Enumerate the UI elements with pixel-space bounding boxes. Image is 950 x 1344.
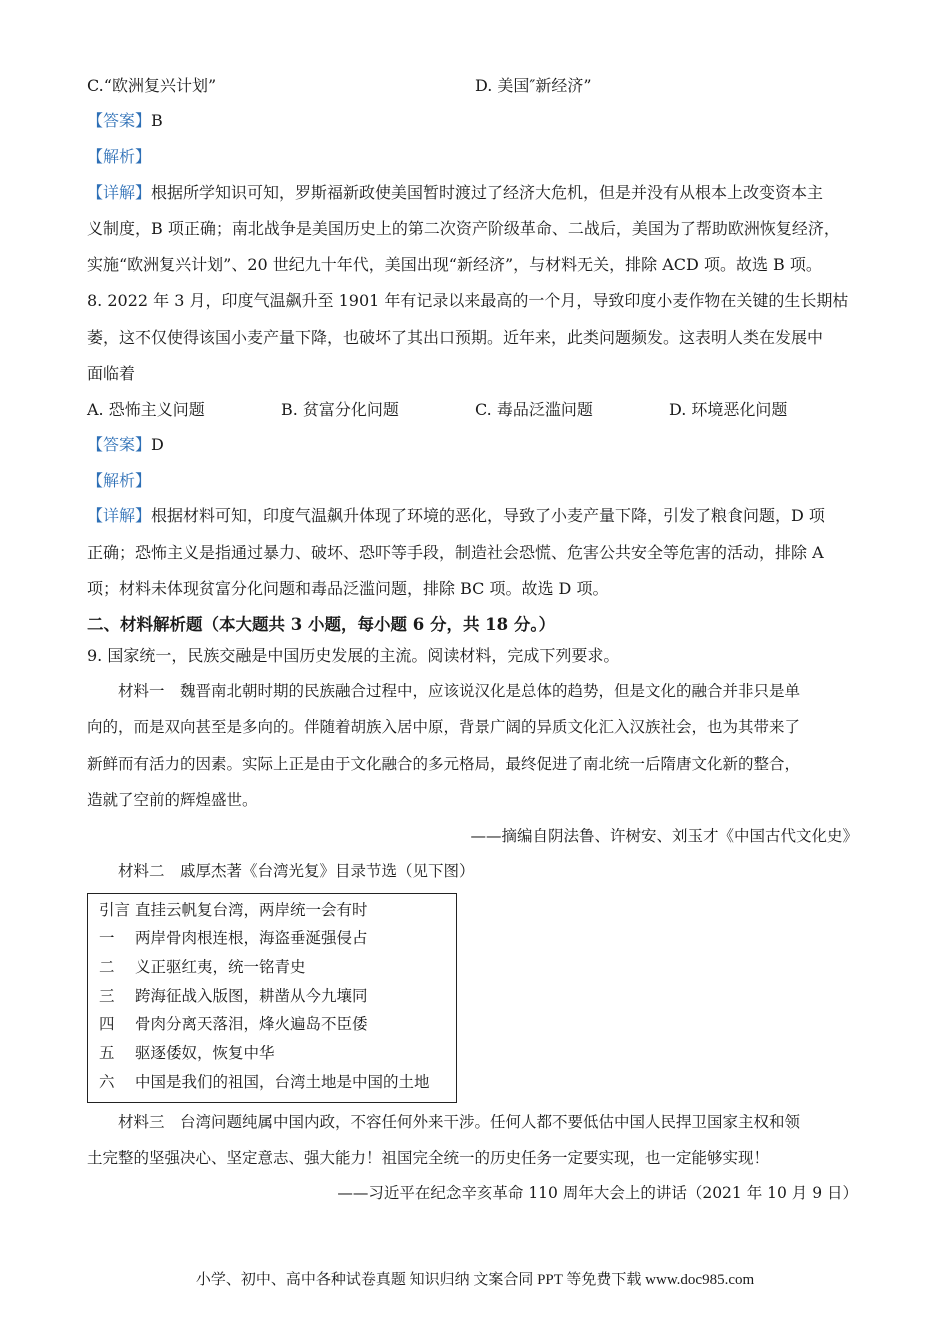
toc-title: 中国是我们的祖国，台湾土地是中国的土地 bbox=[135, 1073, 430, 1091]
q7-analysis-tag: 【解析】 bbox=[87, 147, 152, 166]
toc-entry bbox=[99, 1043, 275, 1063]
detail-text: 根据所学知识可知，罗斯福新政使美国暂时渡过了经济大危机，但是并没有从根本上改变资本主 bbox=[151, 183, 824, 202]
toc-number: 五 bbox=[99, 1044, 115, 1062]
q7-detail-line: 义制度，B 项正确；南北战争是美国历史上的第二次资产阶级革命、二战后，美国为了帮助欧洲恢复经济， bbox=[87, 219, 840, 238]
q7-answer bbox=[87, 111, 163, 131]
section-heading: 二、材料解析题（本大题共 3 小题，每小题 6 分，共 18 分。） bbox=[87, 615, 556, 634]
toc-box bbox=[87, 893, 457, 1103]
material3-line: 土完整的坚强决心、坚定意志、强大能力！祖国完全统一的历史任务一定要实现，也一定能够实现！ bbox=[87, 1149, 770, 1167]
material1-line: 向的，而是双向甚至是多向的。伴随着胡族入居中原，背景广阔的异质文化汇入汉族社会，也为其带来了 bbox=[87, 718, 801, 736]
toc-number: 引言 bbox=[99, 901, 131, 919]
toc-title: 骨肉分离天落泪，烽火遍岛不臣倭 bbox=[135, 1015, 368, 1033]
q7-option-c: C.“欧洲复兴计划” bbox=[87, 76, 217, 95]
q8-option-a: A. 恐怖主义问题 bbox=[87, 400, 205, 419]
page-footer: 小学、初中、高中各种试卷真题 知识归纳 文案合同 PPT 等免费下载 www.doc985.com bbox=[195, 1272, 755, 1288]
q7-detail-line: 实施“欧洲复兴计划”、20 世纪九十年代，美国出现“新经济”，与材料无关，排除 ACD 项。故选 B 项。 bbox=[87, 255, 822, 274]
toc-title: 跨海征战入版图，耕凿从今九壤同 bbox=[135, 987, 368, 1005]
answer-value: B bbox=[151, 111, 163, 130]
toc-number: 三 bbox=[99, 987, 115, 1005]
detail-tag: 【详解】 bbox=[87, 183, 152, 202]
q8-analysis-tag: 【解析】 bbox=[87, 471, 152, 490]
toc-number: 二 bbox=[99, 958, 115, 976]
q8-detail-line: 正确；恐怖主义是指通过暴力、破坏、恐吓等手段，制造社会恐慌、危害公共安全等危害的活动，排除 A bbox=[87, 543, 824, 562]
q8-option-c: C. 毒品泛滥问题 bbox=[475, 400, 593, 419]
toc-title: 义正驱红夷，统一铭青史 bbox=[135, 958, 306, 976]
q8-stem-line: 萎，这不仅使得该国小麦产量下降，也破坏了其出口预期。近年来，此类问题频发。这表明人类在发展中 bbox=[87, 328, 824, 347]
answer-value: D bbox=[151, 435, 164, 454]
toc-entry bbox=[99, 986, 368, 1006]
toc-entry bbox=[99, 928, 368, 948]
toc-entry bbox=[99, 957, 306, 977]
toc-number: 四 bbox=[99, 1015, 115, 1033]
material1-source: ——摘编自阴法鲁、许树安、刘玉才《中国古代文化史》 bbox=[470, 827, 858, 845]
q8-option-b: B. 贫富分化问题 bbox=[281, 400, 399, 419]
q9-stem: 9. 国家统一，民族交融是中国历史发展的主流。阅读材料，完成下列要求。 bbox=[87, 646, 620, 665]
material3-source: ——习近平在纪念辛亥革命 110 周年大会上的讲话（2021 年 10 月 9 日） bbox=[337, 1184, 858, 1202]
toc-number: 六 bbox=[99, 1073, 115, 1091]
q8-detail-line bbox=[87, 506, 825, 526]
material1-line: 造就了空前的辉煌盛世。 bbox=[87, 791, 258, 809]
q7-detail-line bbox=[87, 183, 823, 203]
q8-detail-line: 项；材料未体现贫富分化问题和毒品泛滥问题，排除 BC 项。故选 D 项。 bbox=[87, 579, 609, 598]
material3-line: 材料三 台湾问题纯属中国内政，不容任何外来干涉。任何人都不要低估中国人民捍卫国家主权和领 bbox=[118, 1113, 801, 1131]
q8-stem-line: 面临着 bbox=[87, 364, 136, 383]
q8-option-d: D. 环境恶化问题 bbox=[669, 400, 788, 419]
material1-line: 材料一 魏晋南北朝时期的民族融合过程中，应该说汉化是总体的趋势，但是文化的融合并非只是单 bbox=[118, 682, 801, 700]
material2-intro: 材料二 戚厚杰著《台湾光复》目录节选（见下图） bbox=[118, 862, 475, 880]
q8-answer bbox=[87, 435, 164, 455]
answer-tag: 【答案】 bbox=[87, 435, 152, 454]
toc-title: 两岸骨肉根连根，海盗垂涎强侵占 bbox=[135, 929, 368, 947]
toc-title: 直挂云帆复台湾，两岸统一会有时 bbox=[135, 901, 368, 919]
toc-entry bbox=[99, 900, 368, 920]
detail-text: 根据材料可知，印度气温飙升体现了环境的恶化，导致了小麦产量下降，引发了粮食问题，D 项 bbox=[151, 506, 825, 525]
answer-tag: 【答案】 bbox=[87, 111, 152, 130]
q8-stem-line: 8. 2022 年 3 月，印度气温飙升至 1901 年有记录以来最高的一个月，导致印度小麦作物在关键的生长期枯 bbox=[87, 291, 849, 310]
toc-entry bbox=[99, 1014, 368, 1034]
q7-option-d: D. 美国″新经济” bbox=[475, 76, 592, 95]
detail-tag: 【详解】 bbox=[87, 506, 152, 525]
toc-entry bbox=[99, 1072, 430, 1092]
material1-line: 新鲜而有活力的因素。实际上正是由于文化融合的多元格局，最终促进了南北统一后隋唐文化新的整合， bbox=[87, 755, 801, 773]
toc-title: 驱逐倭奴，恢复中华 bbox=[135, 1044, 275, 1062]
toc-number: 一 bbox=[99, 929, 115, 947]
